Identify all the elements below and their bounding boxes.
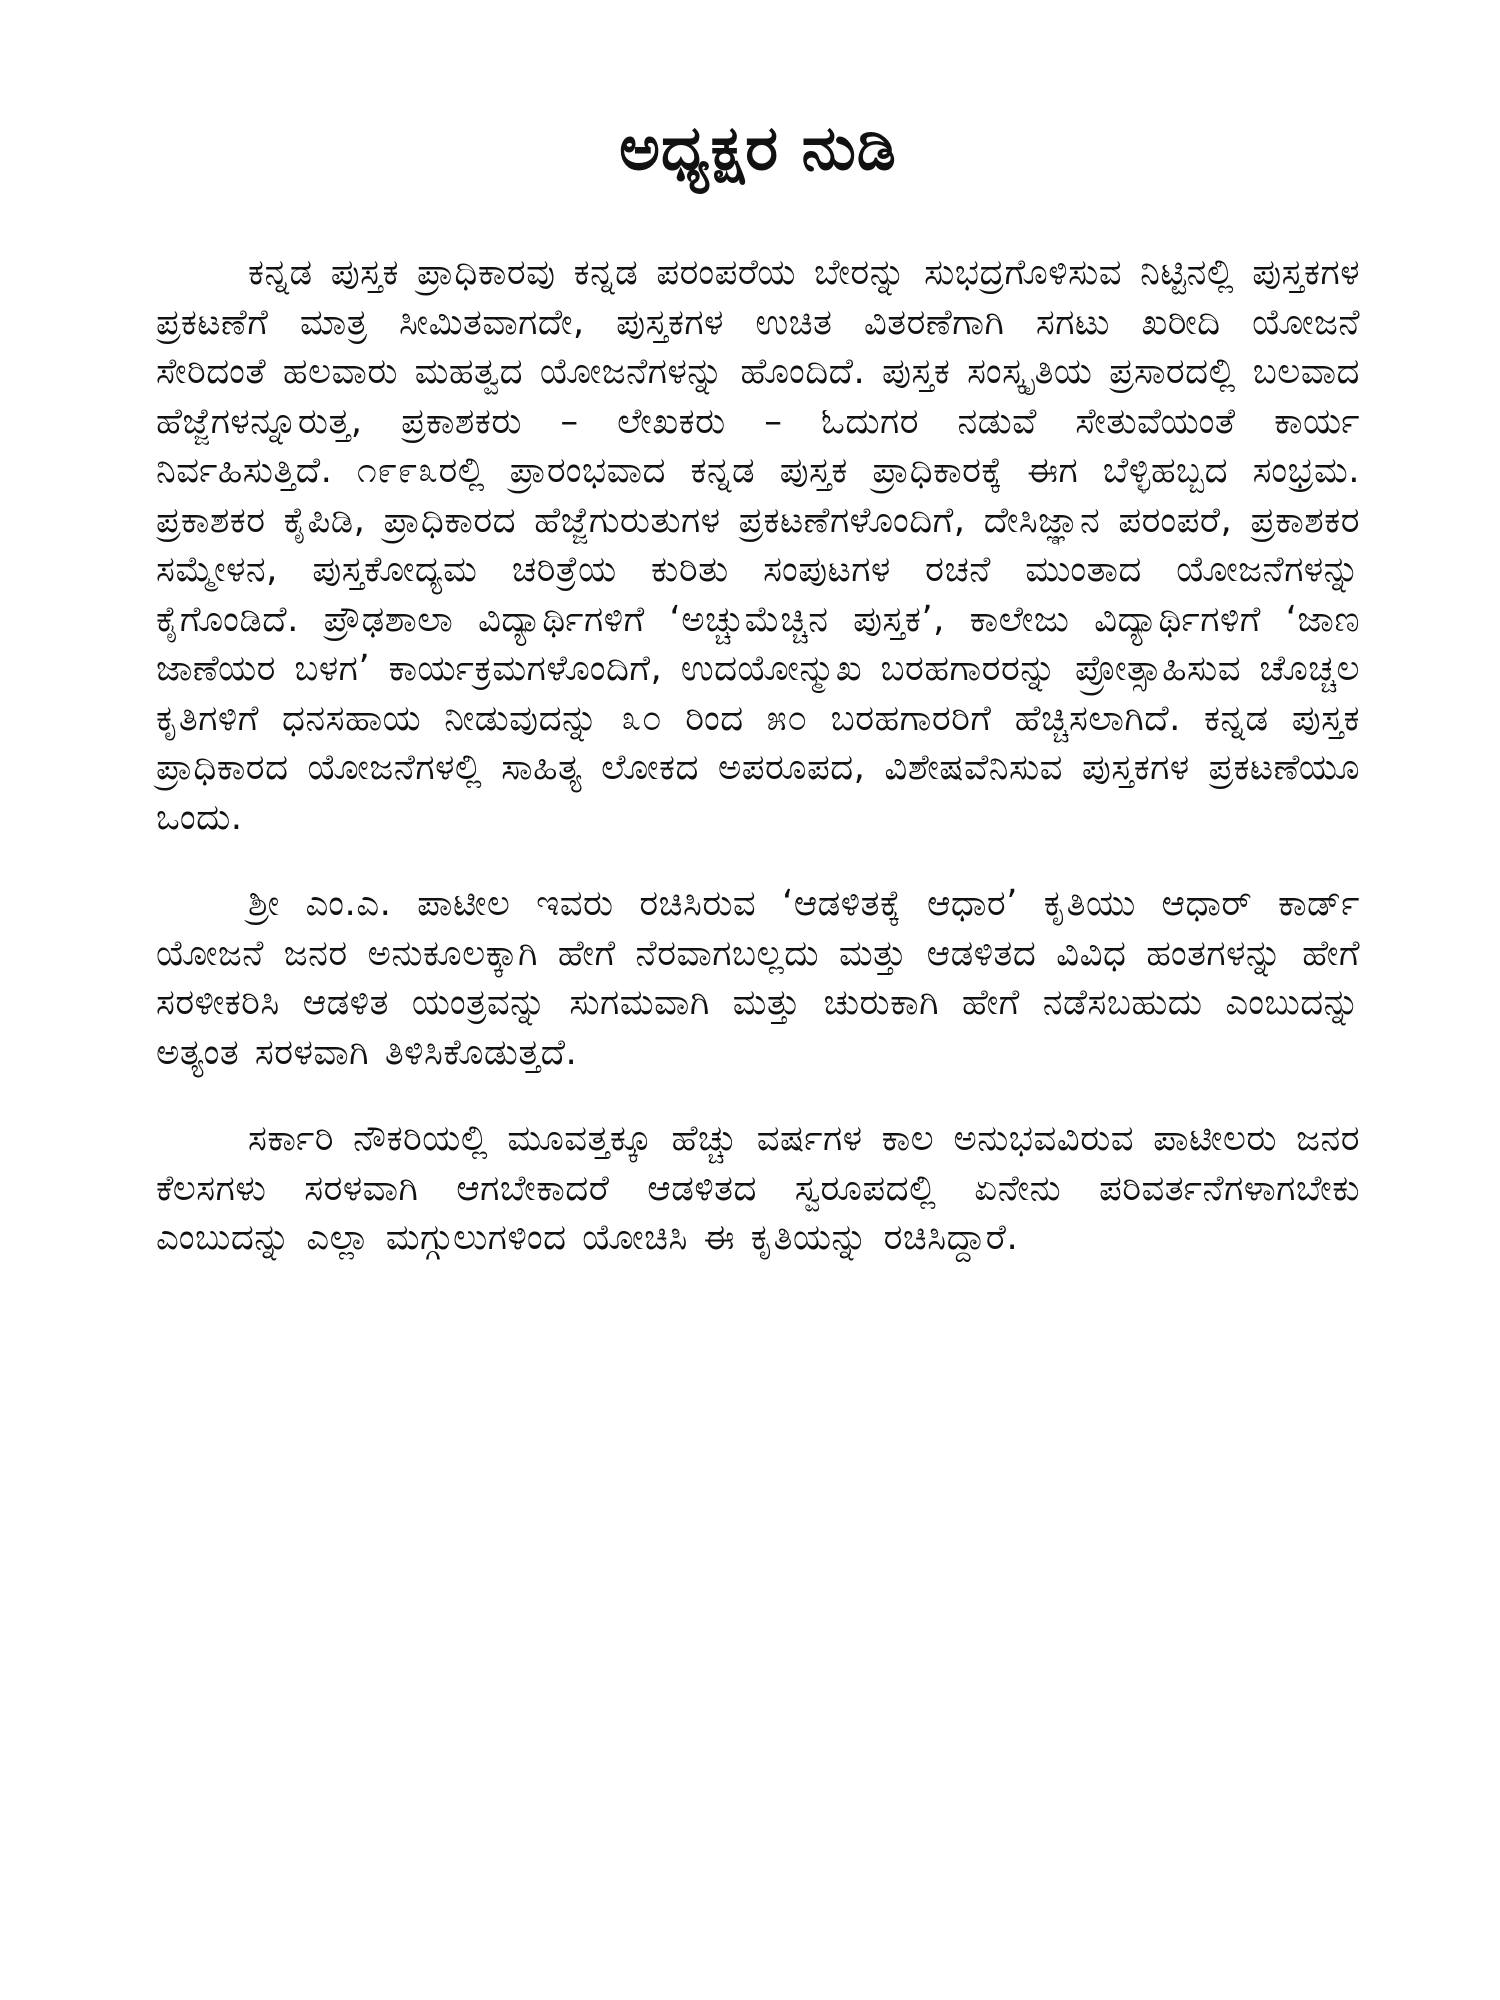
paragraph-2: ಶ್ರೀ ಎಂ.ಎ. ಪಾಟೀಲ ಇವರು ರಚಿಸಿರುವ ‘ಆಡಳಿತಕ್ಕೆ ಆಧಾರ’ ಕೃತಿಯು ಆಧಾರ್ ಕಾರ್ಡ್ ಯೋಜನೆ ಜನರ ಅನುಕೂಲಕ್ಕಾಗಿ ಹೇಗೆ ನೆರವಾಗಬಲ್ಲದು ಮತ್ತು ಆಡಳಿತದ ವಿವಿಧ ಹಂತಗಳನ್ನು ಹೇಗೆ ಸರಳೀಕರಿಸಿ ಆಡಳಿತ ಯಂತ್ರವನ್ನು ಸುಗಮವಾಗಿ ಮತ್ತು ಚುರುಕಾಗಿ ಹೇಗೆ ನಡೆಸಬಹುದು ಎಂಬುದನ್ನು ಅತ್ಯಂತ ಸರಳವಾಗಿ ತಿಳಿಸಿಕೊಡುತ್ತದೆ. xyxy=(156,883,1360,1073)
paragraph-3: ಸರ್ಕಾರಿ ನೌಕರಿಯಲ್ಲಿ ಮೂವತ್ತಕ್ಕೂ ಹೆಚ್ಚು ವರ್ಷಗಳ ಕಾಲ ಅನುಭವವಿರುವ ಪಾಟೀಲರು ಜನರ ಕೆಲಸಗಳು ಸರಳವಾಗಿ ಆಗಬೇಕಾದರೆ ಆಡಳಿತದ ಸ್ವರೂಪದಲ್ಲಿ ಏನೇನು ಪರಿವರ್ತನೆಗಳಾಗಬೇಕು ಎಂಬುದನ್ನು ಎಲ್ಲಾ ಮಗ್ಗುಲುಗಳಿಂದ ಯೋಚಿಸಿ ಈ ಕೃತಿಯನ್ನು ರಚಿಸಿದ್ದಾರೆ. xyxy=(156,1118,1360,1258)
page-title: ಅಧ್ಯಕ್ಷರ ನುಡಿ xyxy=(619,111,897,184)
paragraph-1: ಕನ್ನಡ ಪುಸ್ತಕ ಪ್ರಾಧಿಕಾರವು ಕನ್ನಡ ಪರಂಪರೆಯ ಬೇರನ್ನು ಸುಭದ್ರಗೊಳಿಸುವ ನಿಟ್ಟಿನಲ್ಲಿ ಪುಸ್ತಕಗಳ ಪ್ರಕಟಣೆಗೆ ಮಾತ್ರ ಸೀಮಿತವಾಗದೇ, ಪುಸ್ತಕಗಳ ಉಚಿತ ವಿತರಣೆಗಾಗಿ ಸಗಟು ಖರೀದಿ ಯೋಜನೆ ಸೇರಿದಂತೆ ಹಲವಾರು ಮಹತ್ವದ ಯೋಜನೆಗಳನ್ನು ಹೊಂದಿದೆ. ಪುಸ್ತಕ ಸಂಸ್ಕೃತಿಯ ಪ್ರಸಾರದಲ್ಲಿ ಬಲವಾದ ಹೆಜ್ಜೆಗಳನ್ನೂರುತ್ತ, ಪ್ರಕಾಶಕರು – ಲೇಖಕರು – ಓದುಗರ ನಡುವೆ ಸೇತುವೆಯಂತೆ ಕಾರ್ಯ ನಿರ್ವಹಿಸುತ್ತಿದೆ. ೧೯೯೩ರಲ್ಲಿ ಪ್ರಾರಂಭವಾದ ಕನ್ನಡ ಪುಸ್ತಕ ಪ್ರಾಧಿಕಾರಕ್ಕೆ ಈಗ ಬೆಳ್ಳಿಹಬ್ಬದ ಸಂಭ್ರಮ. ಪ್ರಕಾಶಕರ ಕೈಪಿಡಿ, ಪ್ರಾಧಿಕಾರದ ಹೆಜ್ಜೆಗುರುತುಗಳ ಪ್ರಕಟಣೆಗಳೊಂದಿಗೆ, ದೇಸಿಜ್ಞಾನ ಪರಂಪರೆ, ಪ್ರಕಾಶಕರ ಸಮ್ಮೇಳನ, ಪುಸ್ತಕೋದ್ಯಮ ಚರಿತ್ರೆಯ ಕುರಿತು ಸಂಪುಟಗಳ ರಚನೆ ಮುಂತಾದ ಯೋಜನೆಗಳನ್ನು ಕೈಗೊಂಡಿದೆ. ಪ್ರೌಢಶಾಲಾ ವಿದ್ಯಾರ್ಥಿಗಳಿಗೆ ‘ಅಚ್ಚುಮೆಚ್ಚಿನ ಪುಸ್ತಕ’, ಕಾಲೇಜು ವಿದ್ಯಾರ್ಥಿಗಳಿಗೆ ‘ಜಾಣ ಜಾಣೆಯರ ಬಳಗ’ ಕಾರ್ಯಕ್ರಮಗಳೊಂದಿಗೆ, ಉದಯೋನ್ಮುಖ ಬರಹಗಾರರನ್ನು ಪ್ರೋತ್ಸಾಹಿಸುವ ಚೊಚ್ಚಲ ಕೃತಿಗಳಿಗೆ ಧನಸಹಾಯ ನೀಡುವುದನ್ನು ೩೦ ರಿಂದ ೫೦ ಬರಹಗಾರರಿಗೆ ಹೆಚ್ಚಿಸಲಾಗಿದೆ. ಕನ್ನಡ ಪುಸ್ತಕ ಪ್ರಾಧಿಕಾರದ ಯೋಜನೆಗಳಲ್ಲಿ ಸಾಹಿತ್ಯ ಲೋಕದ ಅಪರೂಪದ, ವಿಶೇಷವೆನಿಸುವ ಪುಸ್ತಕಗಳ ಪ್ರಕಟಣೆಯೂ ಒಂದು. xyxy=(156,252,1360,838)
